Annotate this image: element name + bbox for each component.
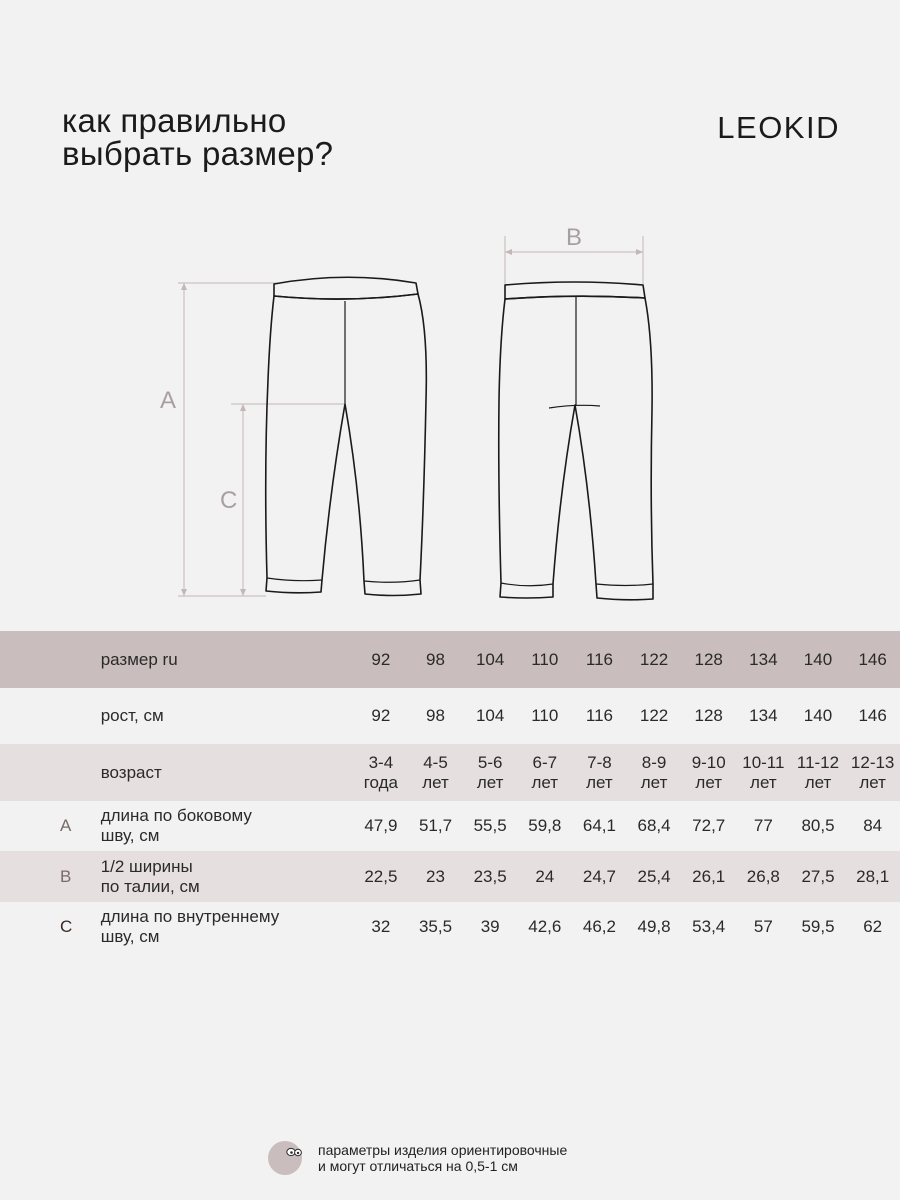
size-cell: 134 — [749, 649, 778, 669]
row-marker-c: C — [60, 917, 73, 936]
size-cell: 128 — [694, 649, 723, 669]
size-cell: 110 — [531, 649, 559, 669]
label-b: B — [566, 224, 583, 251]
height-cell: 92 — [371, 706, 391, 725]
table-row-height — [0, 688, 900, 744]
label-a: A — [160, 387, 177, 414]
title-line-1: как правильно — [62, 102, 287, 139]
measure-arrows — [181, 249, 643, 596]
measure-cell: 28,1 — [856, 866, 890, 886]
size-cell: 122 — [639, 649, 669, 669]
table-row-side-seam-length — [0, 801, 900, 851]
height-cell: 134 — [749, 706, 778, 725]
measure-cell: 84 — [863, 816, 883, 835]
measure-cell: 59,5 — [801, 917, 835, 936]
measure-cell: 55,5 — [473, 816, 507, 835]
age-cell: 6-7 лет — [531, 752, 559, 792]
measure-cell: 47,9 — [364, 816, 398, 835]
measure-cell: 23,5 — [473, 866, 507, 886]
label-c: C — [220, 487, 238, 514]
measure-cell: 46,2 — [582, 917, 616, 936]
pants-back — [499, 282, 653, 600]
height-cell: 146 — [858, 706, 887, 725]
measure-cell: 32 — [371, 917, 391, 936]
row-label: рост, см — [100, 706, 164, 725]
measure-cell: 57 — [753, 917, 773, 936]
measure-cell: 35,5 — [418, 917, 453, 936]
age-cell: 12-13 лет — [850, 752, 895, 792]
size-cell: 98 — [426, 649, 445, 669]
size-cell: 116 — [585, 649, 613, 669]
measure-cell: 80,5 — [801, 816, 835, 835]
table-row-age — [0, 744, 900, 801]
age-cell: 10-11 лет — [742, 752, 785, 792]
size-cell: 104 — [475, 649, 505, 669]
height-cell: 116 — [585, 706, 613, 725]
measure-cell: 62 — [863, 917, 883, 936]
title-line-2: выбрать размер? — [62, 135, 334, 172]
age-cell: 11-12 лет — [796, 752, 840, 792]
height-cell: 122 — [639, 706, 669, 725]
measure-cell: 26,8 — [746, 866, 780, 886]
measure-cell: 77 — [753, 816, 773, 835]
height-cell: 140 — [803, 706, 833, 725]
measure-cell: 24,7 — [582, 866, 616, 886]
table-row-inseam-length — [0, 902, 900, 952]
row-marker-b: B — [60, 866, 72, 886]
size-chart-table — [0, 631, 900, 952]
brand-logo: LEOKID — [717, 110, 840, 145]
age-cell: 8-9 лет — [640, 752, 668, 792]
row-label: возраст — [100, 762, 162, 782]
measure-cell: 24 — [535, 866, 555, 886]
measure-cell: 26,1 — [692, 866, 726, 886]
row-label: длина по внутреннему шву, см — [100, 907, 280, 946]
table-row-size — [0, 631, 900, 688]
measure-cell: 22,5 — [364, 866, 398, 886]
measure-cell: 27,5 — [801, 866, 835, 886]
row-label: 1/2 ширины по талии, см — [100, 856, 200, 896]
age-cell: 4-5 лет — [422, 752, 449, 792]
size-cell: 146 — [858, 649, 887, 669]
row-label: размер ru — [100, 649, 178, 669]
measure-cell: 23 — [426, 866, 445, 886]
age-cell: 9-10 лет — [691, 752, 726, 792]
age-cell: 5-6 лет — [476, 752, 504, 792]
disclaimer-note — [267, 1139, 567, 1177]
measure-cell: 64,1 — [582, 816, 616, 835]
height-cell: 110 — [531, 706, 559, 725]
measure-cell: 59,8 — [528, 816, 562, 835]
size-cell: 92 — [371, 649, 391, 669]
pants-front — [266, 277, 427, 595]
table-row-half-waist — [0, 851, 900, 902]
measure-cell: 25,4 — [637, 866, 671, 886]
measure-cell: 42,6 — [528, 917, 562, 936]
height-cell: 104 — [475, 706, 505, 725]
age-cell: 3-4 года — [363, 752, 399, 792]
height-cell: 98 — [426, 706, 445, 725]
note-text: параметры изделия ориентировочные и могут отличаться на 0,5-1 см — [318, 1142, 568, 1174]
row-label: длина по боковому шву, см — [100, 806, 252, 845]
measure-cell: 68,4 — [637, 816, 671, 835]
measure-cell: 49,8 — [637, 917, 671, 936]
measure-cell: 51,7 — [418, 816, 453, 835]
age-cell: 7-8 лет — [586, 752, 613, 792]
measure-cell: 53,4 — [692, 917, 726, 936]
height-cell: 128 — [694, 706, 723, 725]
mascot-icon — [267, 1140, 303, 1176]
row-marker-a: A — [60, 816, 72, 835]
size-cell: 140 — [803, 649, 833, 669]
measure-cell: 39 — [480, 917, 500, 936]
measure-cell: 72,7 — [692, 816, 726, 835]
